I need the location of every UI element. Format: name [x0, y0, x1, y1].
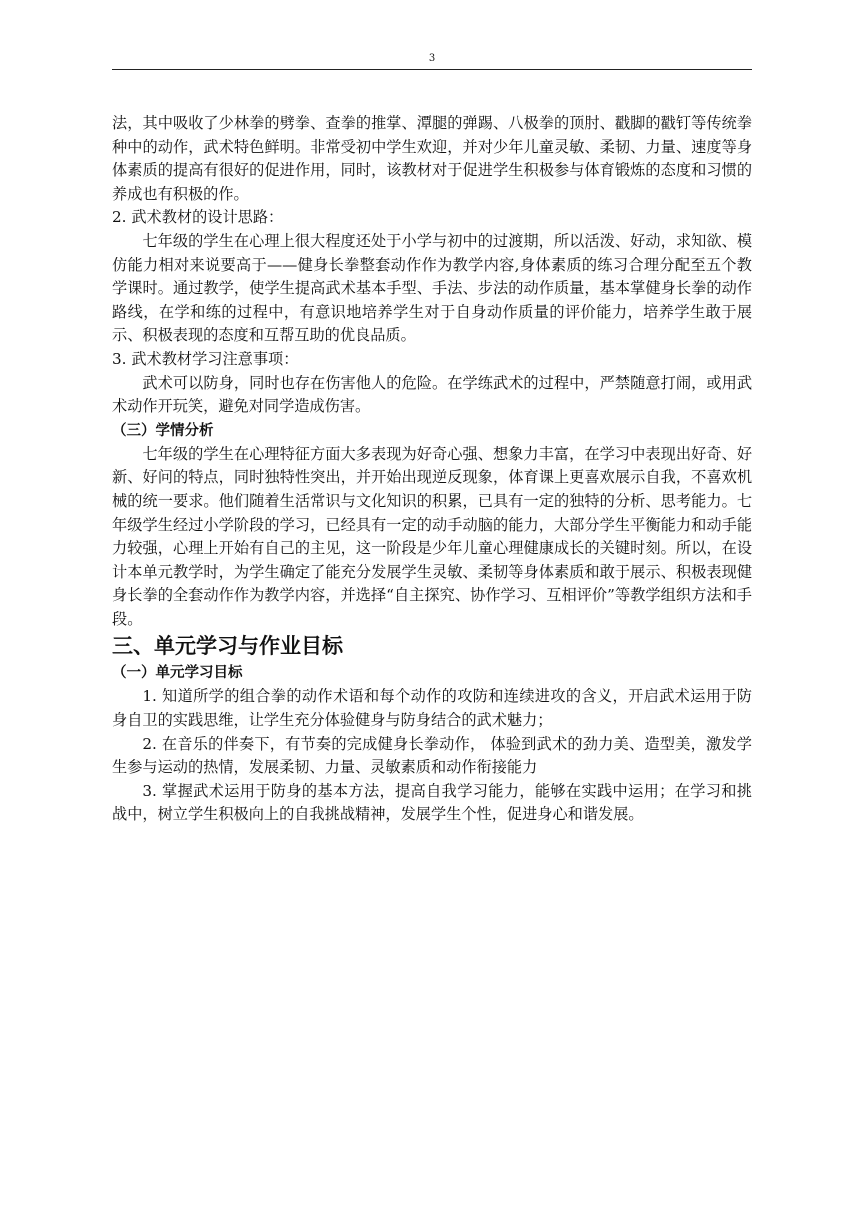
- analysis-paragraph: 七年级的学生在心理特征方面大多表现为好奇心强、想象力丰富，在学习中表现出好奇、好新、好问的特点，同时独特性突出，并开始出现逆反现象，体育课上更喜欢展示自我，不喜欢机械的统一要求。他们随着生活常识与文化知识的积累，已具有一定的独特的分析、思考能力。七年级学生经过小学阶段的学习，已经具有一定的动手动脑的能力，大部分学生平衡能力和动手能力较强，心理上开始有自己的主见，这一阶段是少年儿童心理健康成长的关键时刻。所以，在设计本单元教学时，为学生确定了能充分发展学生灵敏、柔韧等身体素质和敢于展示、积极表现健身长拳的全套动作作为教学内容，并选择“自主探究、协作学习、互相评价”等教学组织方法和手段。: [112, 444, 752, 628]
- design-paragraph: 七年级的学生在心理上很大程度还处于小学与初中的过渡期，所以活泼、好动，求知欲、模仿能力相对来说要高于——健身长拳整套动作作为教学内容,身体素质的练习合理分配至五个教学课时。通过教学，使学生提高武术基本手型、手法、步法的动作质量，基本掌健身长拳的动作路线，在学和练的过程中，有意识地培养学生对于自身动作质量的评价能力，培养学生敢于展示、积极表现的态度和互帮互助的优良品质。: [112, 231, 752, 345]
- goals-heading: （一）单元学习目标: [112, 665, 243, 682]
- notes-paragraph: 武术可以防身，同时也存在伤害他人的危险。在学练武术的过程中，严禁随意打闹，或用武术动作开玩笑，避免对同学造成伤害。: [112, 373, 752, 416]
- notes-heading: 3. 武术教材学习注意事项：: [112, 349, 299, 368]
- page-header: [112, 52, 752, 70]
- page-content: [112, 112, 752, 827]
- goal-item: 3. 掌握武术运用于防身的基本方法，提高自我学习能力，能够在实践中运用；在学习和挑战中，树立学生积极向上的自我挑战精神，发展学生个性，促进身心和谐发展。: [112, 781, 752, 824]
- goal-item: 2. 在音乐的伴奏下，有节奏的完成健身长拳动作， 体验到武术的劲力美、造型美，激发学生参与运动的热情，发展柔韧、力量、灵敏素质和动作衔接能力: [112, 734, 752, 777]
- page-number: 3: [428, 53, 436, 64]
- analysis-heading: （三）学情分析: [112, 422, 214, 439]
- goal-item: 1. 知道所学的组合拳的动作术语和每个动作的攻防和连续进攻的含义，开启武术运用于防身自卫的实践思维，让学生充分体验健身与防身结合的武术魅力；: [112, 687, 752, 730]
- design-heading: 2. 武术教材的设计思路：: [112, 208, 284, 227]
- intro-paragraph: 法，其中吸收了少林拳的劈拳、查拳的推掌、潭腿的弹踢、八极拳的顶肘、戳脚的戳钉等传统拳种中的动作，武术特色鲜明。非常受初中学生欢迎，并对少年儿童灵敏、柔韧、力量、速度等身体素质的提高有很好的促进作用，同时，该教材对于促进学生积极参与体育锻炼的态度和习惯的养成也有积极的作。: [112, 114, 752, 203]
- header-rule: [112, 69, 752, 70]
- section-title: 三、单元学习与作业目标: [112, 634, 343, 659]
